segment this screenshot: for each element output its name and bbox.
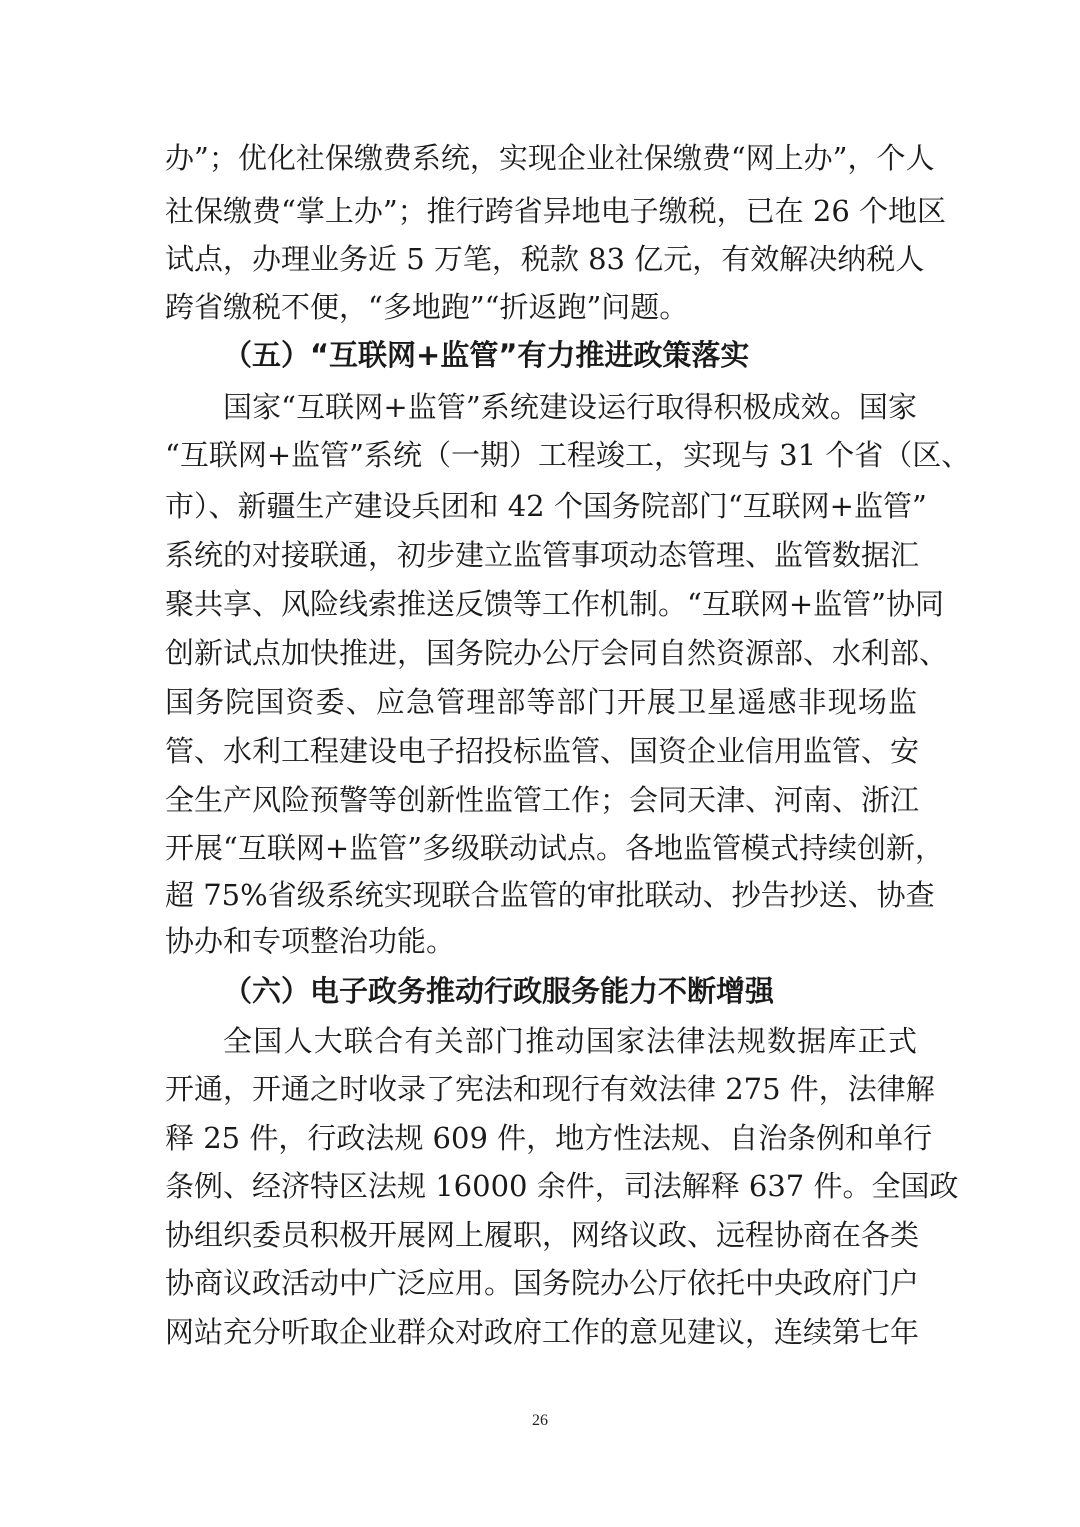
body-text-line: 协商议政活动中广泛应用。国务院办公厅依托中央政府门户: [165, 1266, 920, 1300]
section-heading-6: （六）电子政务推动行政服务能力不断增强: [223, 974, 775, 1008]
page-number: 26: [532, 1412, 548, 1429]
body-text-line: 试点，办理业务近 5 万笔，税款 83 亿元，有效解决纳税人: [165, 242, 925, 276]
body-text-line: 条例、经济特区法规 16000 余件，司法解释 637 件。全国政: [165, 1169, 959, 1203]
body-text-line: 聚共享、风险线索推送反馈等工作机制。“互联网+监管”协同: [165, 587, 944, 621]
body-text-line: 管、水利工程建设电子招投标监管、国资企业信用监管、安: [165, 734, 920, 768]
section-heading-5: （五）“互联网+监管”有力推进政策落实: [223, 338, 750, 372]
body-text-line: 开通，开通之时收录了宪法和现行有效法律 275 件，法律解: [165, 1072, 935, 1106]
body-text-line: 跨省缴税不便，“多地跑”“折返跑”问题。: [165, 290, 689, 324]
body-text-line: 系统的对接联通，初步建立监管事项动态管理、监管数据汇: [165, 538, 920, 572]
body-text-line: 创新试点加快推进，国务院办公厅会同自然资源部、水利部、: [165, 636, 949, 670]
body-text-line: 全国人大联合有关部门推动国家法律法规数据库正式: [223, 1024, 917, 1058]
body-text-line: 办”；优化社保缴费系统，实现企业社保缴费“网上办”，个人: [165, 141, 935, 175]
body-text-line: 释 25 件，行政法规 609 件，地方性法规、自治条例和单行: [165, 1121, 933, 1155]
body-text-line: 协办和专项整治功能。: [165, 924, 456, 958]
body-text-line: “互联网+监管”系统（一期）工程竣工，实现与 31 个省（区、: [165, 438, 971, 472]
body-text-line: 市）、新疆生产建设兵团和 42 个国务院部门“互联网+监管”: [165, 489, 927, 523]
body-text-line: 社保缴费“掌上办”；推行跨省异地电子缴税，已在 26 个地区: [165, 194, 946, 228]
body-text-line: 开展“互联网+监管”多级联动试点。各地监管模式持续创新，: [165, 831, 944, 865]
body-text-line: 协组织委员积极开展网上履职，网络议政、远程协商在各类: [165, 1218, 920, 1252]
body-text-line: 超 75%省级系统实现联合监管的审批联动、抄告抄送、协查: [165, 878, 935, 912]
body-text-line: 全生产风险预警等创新性监管工作；会同天津、河南、浙江: [165, 783, 920, 817]
body-text-line: 国务院国资委、应急管理部等部门开展卫星遥感非现场监: [165, 685, 917, 719]
body-text-line: 国家“互联网+监管”系统建设运行取得积极成效。国家: [223, 390, 917, 424]
body-text-line: 网站充分听取企业群众对政府工作的意见建议，连续第七年: [165, 1315, 920, 1349]
